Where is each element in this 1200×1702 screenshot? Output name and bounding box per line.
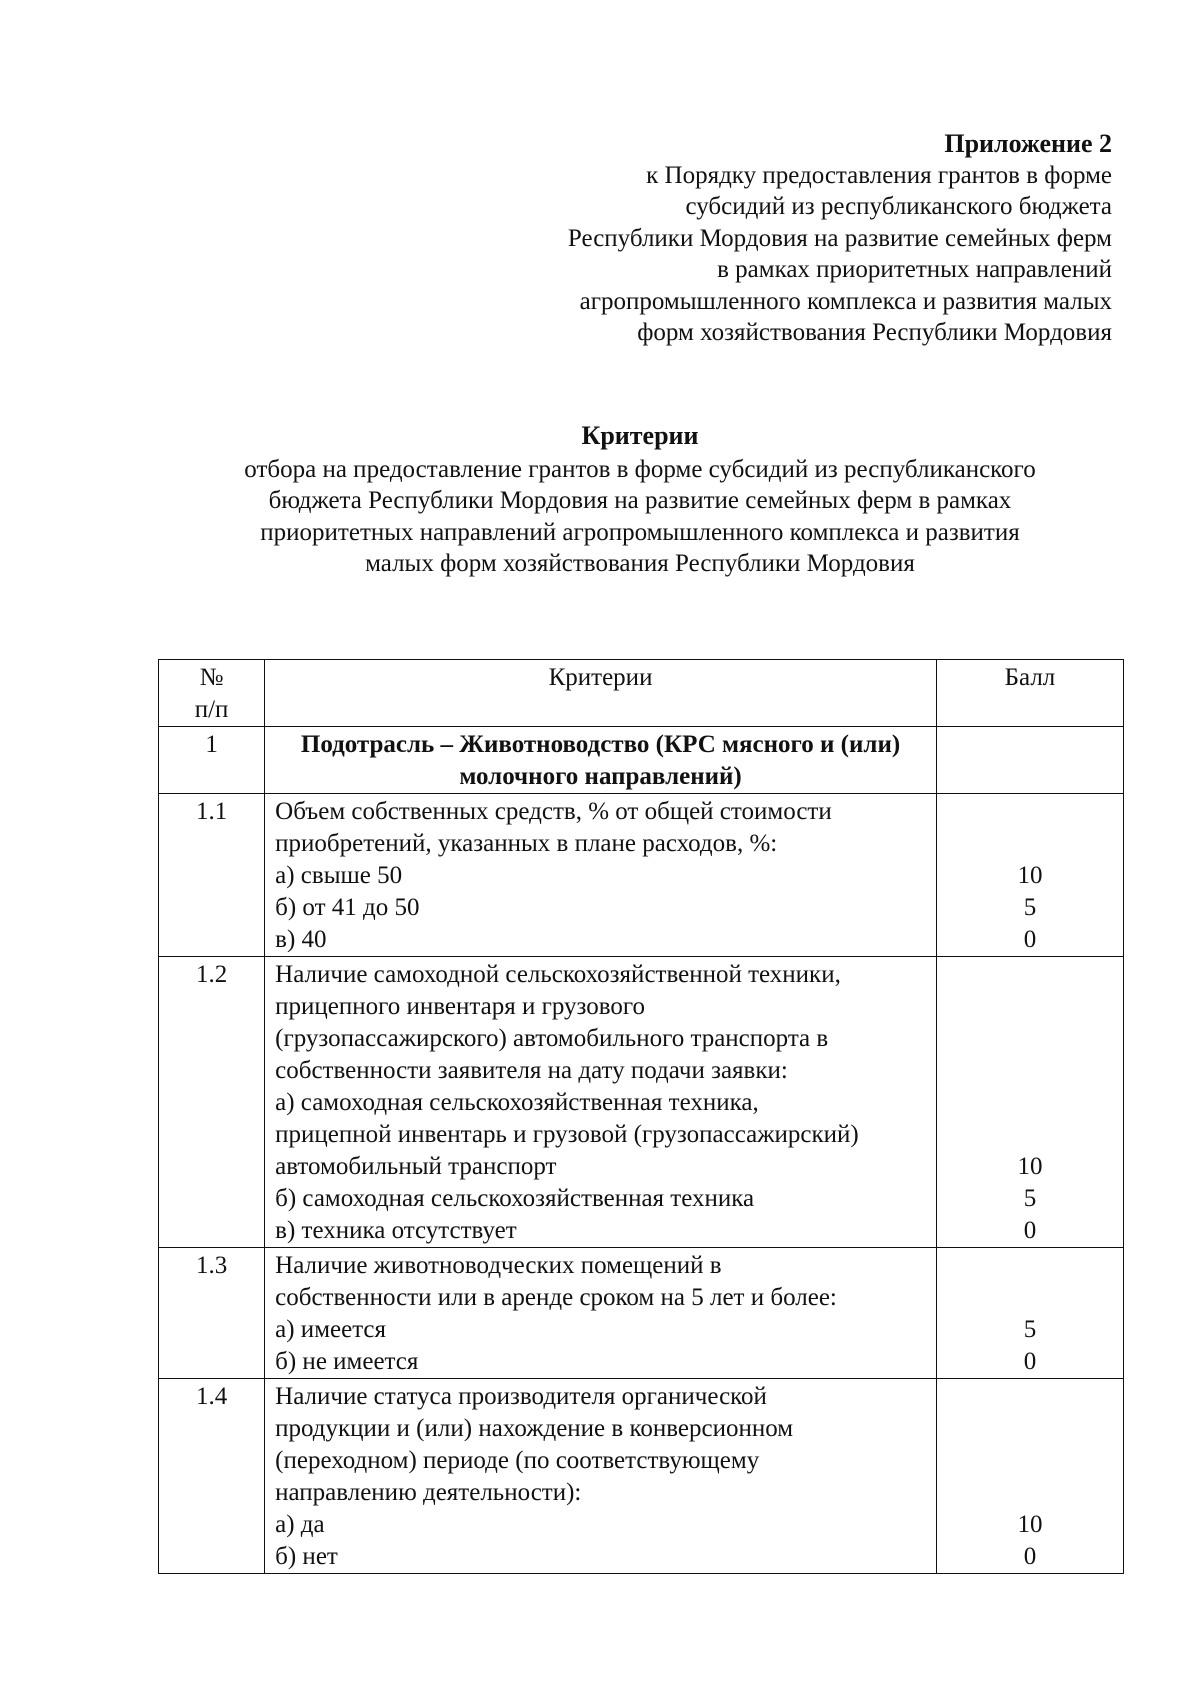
criteria-intro-line: приобретений, указанных в плане расходов, %: <box>275 830 778 857</box>
option-score: 10 <box>1017 1153 1043 1180</box>
document-heading <box>150 420 1130 580</box>
table-body <box>159 727 1124 1574</box>
option-score: 0 <box>1023 1543 1037 1570</box>
table-row <box>159 1379 1124 1574</box>
criteria-option-line: б) от 41 до 50 <box>275 894 420 921</box>
row-number: 1.3 <box>159 1248 265 1379</box>
heading-title: Критерии <box>581 421 699 450</box>
criteria-table <box>158 659 1124 1574</box>
criteria-intro-line: продукции и (или) нахождение в конверсионном <box>275 1415 794 1442</box>
criteria-intro-line: (грузопассажирского) автомобильного транспорта в <box>275 1025 829 1052</box>
row-criteria <box>265 957 937 1248</box>
appendix-block <box>412 128 1112 349</box>
criteria-intro-line: Объем собственных средств, % от общей стоимости <box>275 798 832 825</box>
table-row <box>159 1248 1124 1379</box>
row-scores <box>936 957 1123 1248</box>
score-spacer <box>947 959 1113 991</box>
appendix-line: Республики Мордовия на развитие семейных ферм <box>567 224 1112 252</box>
row-scores <box>936 1248 1123 1379</box>
row-number: 1.1 <box>159 794 265 957</box>
option-score: 0 <box>1023 926 1037 953</box>
criteria-intro-line: направлению деятельности): <box>275 1479 582 1506</box>
appendix-title: Приложение 2 <box>944 129 1112 158</box>
section-score <box>936 727 1123 794</box>
table-row <box>159 957 1124 1248</box>
heading-line: бюджета Республики Мордовия на развитие семейных ферм в рамках <box>268 487 1012 514</box>
option-score: 5 <box>1023 894 1037 921</box>
row-number: 1.2 <box>159 957 265 1248</box>
appendix-line: форм хозяйствования Республики Мордовия <box>637 319 1112 346</box>
criteria-option-line: а) свыше 50 <box>275 862 403 889</box>
criteria-option-line: б) самоходная сельскохозяйственная техника <box>275 1185 755 1212</box>
criteria-intro-line: (переходном) периоде (по соответствующему <box>275 1447 760 1474</box>
appendix-line: субсидий из республиканского бюджета <box>685 193 1112 220</box>
appendix-line: к Порядку предоставления грантов в форме <box>646 161 1112 189</box>
criteria-option-line: а) да <box>275 1511 325 1538</box>
score-spacer <box>947 1055 1113 1087</box>
header-number: № п/п <box>159 660 265 727</box>
table-header-row <box>159 660 1124 727</box>
row-scores <box>936 1379 1123 1574</box>
score-spacer <box>947 991 1113 1023</box>
row-criteria <box>265 794 937 957</box>
heading-line: отбора на предоставление грантов в форме субсидий из республиканского <box>244 455 1036 483</box>
table-row <box>159 794 1124 957</box>
section-title: Подотрасль – Животноводство (КРС мясного и (или) молочного направлений) <box>265 727 937 794</box>
score-spacer <box>947 1119 1113 1151</box>
criteria-option-line: б) нет <box>275 1543 338 1570</box>
score-spacer <box>947 1381 1113 1413</box>
criteria-option-line: автомобильный транспорт <box>275 1153 557 1180</box>
section-number: 1 <box>159 727 265 794</box>
score-spacer <box>947 1477 1113 1509</box>
row-criteria <box>265 1379 937 1574</box>
header-criteria: Критерии <box>265 660 937 727</box>
score-spacer <box>947 1087 1113 1119</box>
criteria-intro-line: Наличие статуса производителя органической <box>275 1383 767 1410</box>
score-spacer <box>947 1413 1113 1445</box>
appendix-line: в рамках приоритетных направлений <box>717 256 1112 283</box>
criteria-intro-line: собственности заявителя на дату подачи заявки: <box>275 1057 788 1084</box>
score-spacer <box>947 1282 1113 1314</box>
criteria-option-line: в) техника отсутствует <box>275 1217 517 1244</box>
option-score: 10 <box>1017 862 1043 889</box>
criteria-option-line: б) не имеется <box>275 1348 419 1375</box>
option-score: 10 <box>1017 1511 1043 1538</box>
criteria-option-line: а) имеется <box>275 1316 387 1343</box>
score-spacer <box>947 828 1113 860</box>
option-score: 0 <box>1023 1348 1037 1375</box>
score-spacer <box>947 1445 1113 1477</box>
score-spacer <box>947 1250 1113 1282</box>
option-score: 0 <box>1023 1217 1037 1244</box>
criteria-intro-line: Наличие животноводческих помещений в <box>275 1252 722 1279</box>
criteria-option-line: прицепной инвентарь и грузовой (грузопассажирский) <box>275 1121 859 1148</box>
heading-line: приоритетных направлений агропромышленного комплекса и развития <box>260 518 1020 546</box>
score-spacer <box>947 796 1113 828</box>
row-criteria <box>265 1248 937 1379</box>
heading-line: малых форм хозяйствования Республики Мордовия <box>365 550 915 577</box>
row-scores <box>936 794 1123 957</box>
criteria-intro-line: прицепного инвентаря и грузового <box>275 993 646 1020</box>
header-score: Балл <box>936 660 1123 727</box>
option-score: 5 <box>1023 1185 1037 1212</box>
score-spacer <box>947 1023 1113 1055</box>
criteria-intro-line: собственности или в аренде сроком на 5 лет и более: <box>275 1284 837 1311</box>
criteria-option-line: в) 40 <box>275 926 327 953</box>
section-row <box>159 727 1124 794</box>
appendix-line: агропромышленного комплекса и развития малых <box>579 287 1112 315</box>
criteria-intro-line: Наличие самоходной сельскохозяйственной техники, <box>275 961 841 988</box>
option-score: 5 <box>1023 1316 1037 1343</box>
criteria-option-line: а) самоходная сельскохозяйственная техника, <box>275 1089 759 1116</box>
row-number: 1.4 <box>159 1379 265 1574</box>
